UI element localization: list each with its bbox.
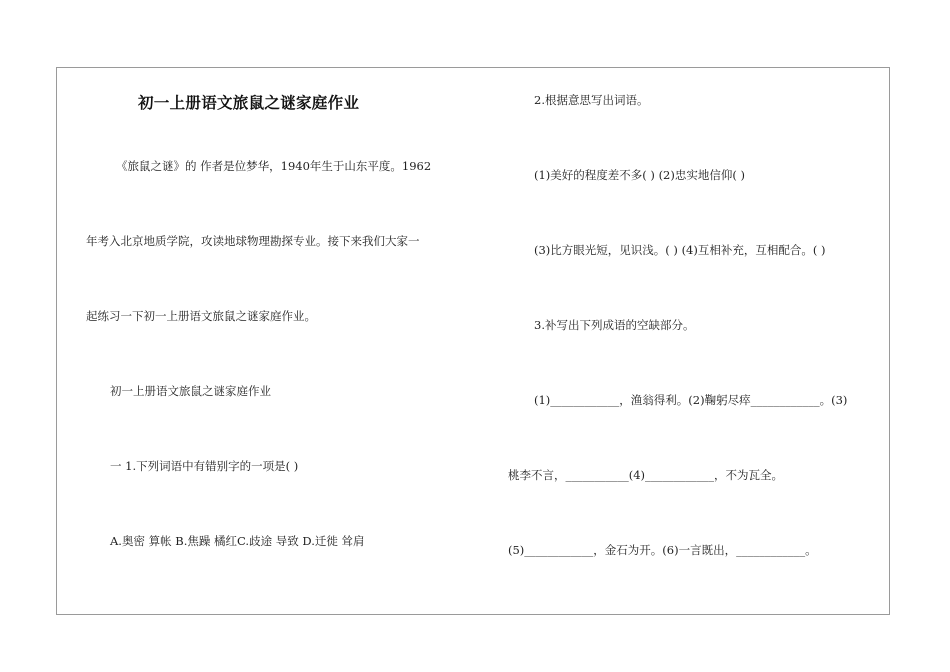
intro-line-1: 《旅鼠之谜》的 作者是位梦华，1940年生于山东平度。1962 xyxy=(116,159,432,173)
question-3-title: 3.补写出下列成语的空缺部分。 xyxy=(534,318,695,332)
question-3-line-1: (1)____________，渔翁得利。(2)鞠躬尽瘁____________。(3) xyxy=(534,393,848,407)
intro-line-2: 年考入北京地质学院，攻读地球物理勘探专业。接下来我们大家一 xyxy=(86,234,420,248)
intro-line-3: 起练习一下初一上册语文旅鼠之谜家庭作业。 xyxy=(86,309,316,323)
question-3-line-2: 桃李不言，___________(4)____________，不为瓦全。 xyxy=(508,468,784,482)
section-subtitle: 初一上册语文旅鼠之谜家庭作业 xyxy=(110,384,271,398)
question-1-stem: 一 1.下列词语中有错别字的一项是( ) xyxy=(110,459,299,473)
document-title: 初一上册语文旅鼠之谜家庭作业 xyxy=(138,94,360,112)
question-2-title: 2.根据意思写出词语。 xyxy=(534,93,649,107)
document-frame xyxy=(56,67,890,615)
question-2-line-2: (3)比方眼光短，见识浅。( ) (4)互相补充，互相配合。( ) xyxy=(534,243,826,257)
question-3-line-3: (5)____________，金石为开。(6)一言既出，____________。 xyxy=(508,543,817,557)
question-1-options: A.奥密 算帐 B.焦躁 橘红C.歧途 导致 D.迁徙 耸肩 xyxy=(110,534,365,548)
question-2-line-1: (1)美好的程度差不多( ) (2)忠实地信仰( ) xyxy=(534,168,745,182)
